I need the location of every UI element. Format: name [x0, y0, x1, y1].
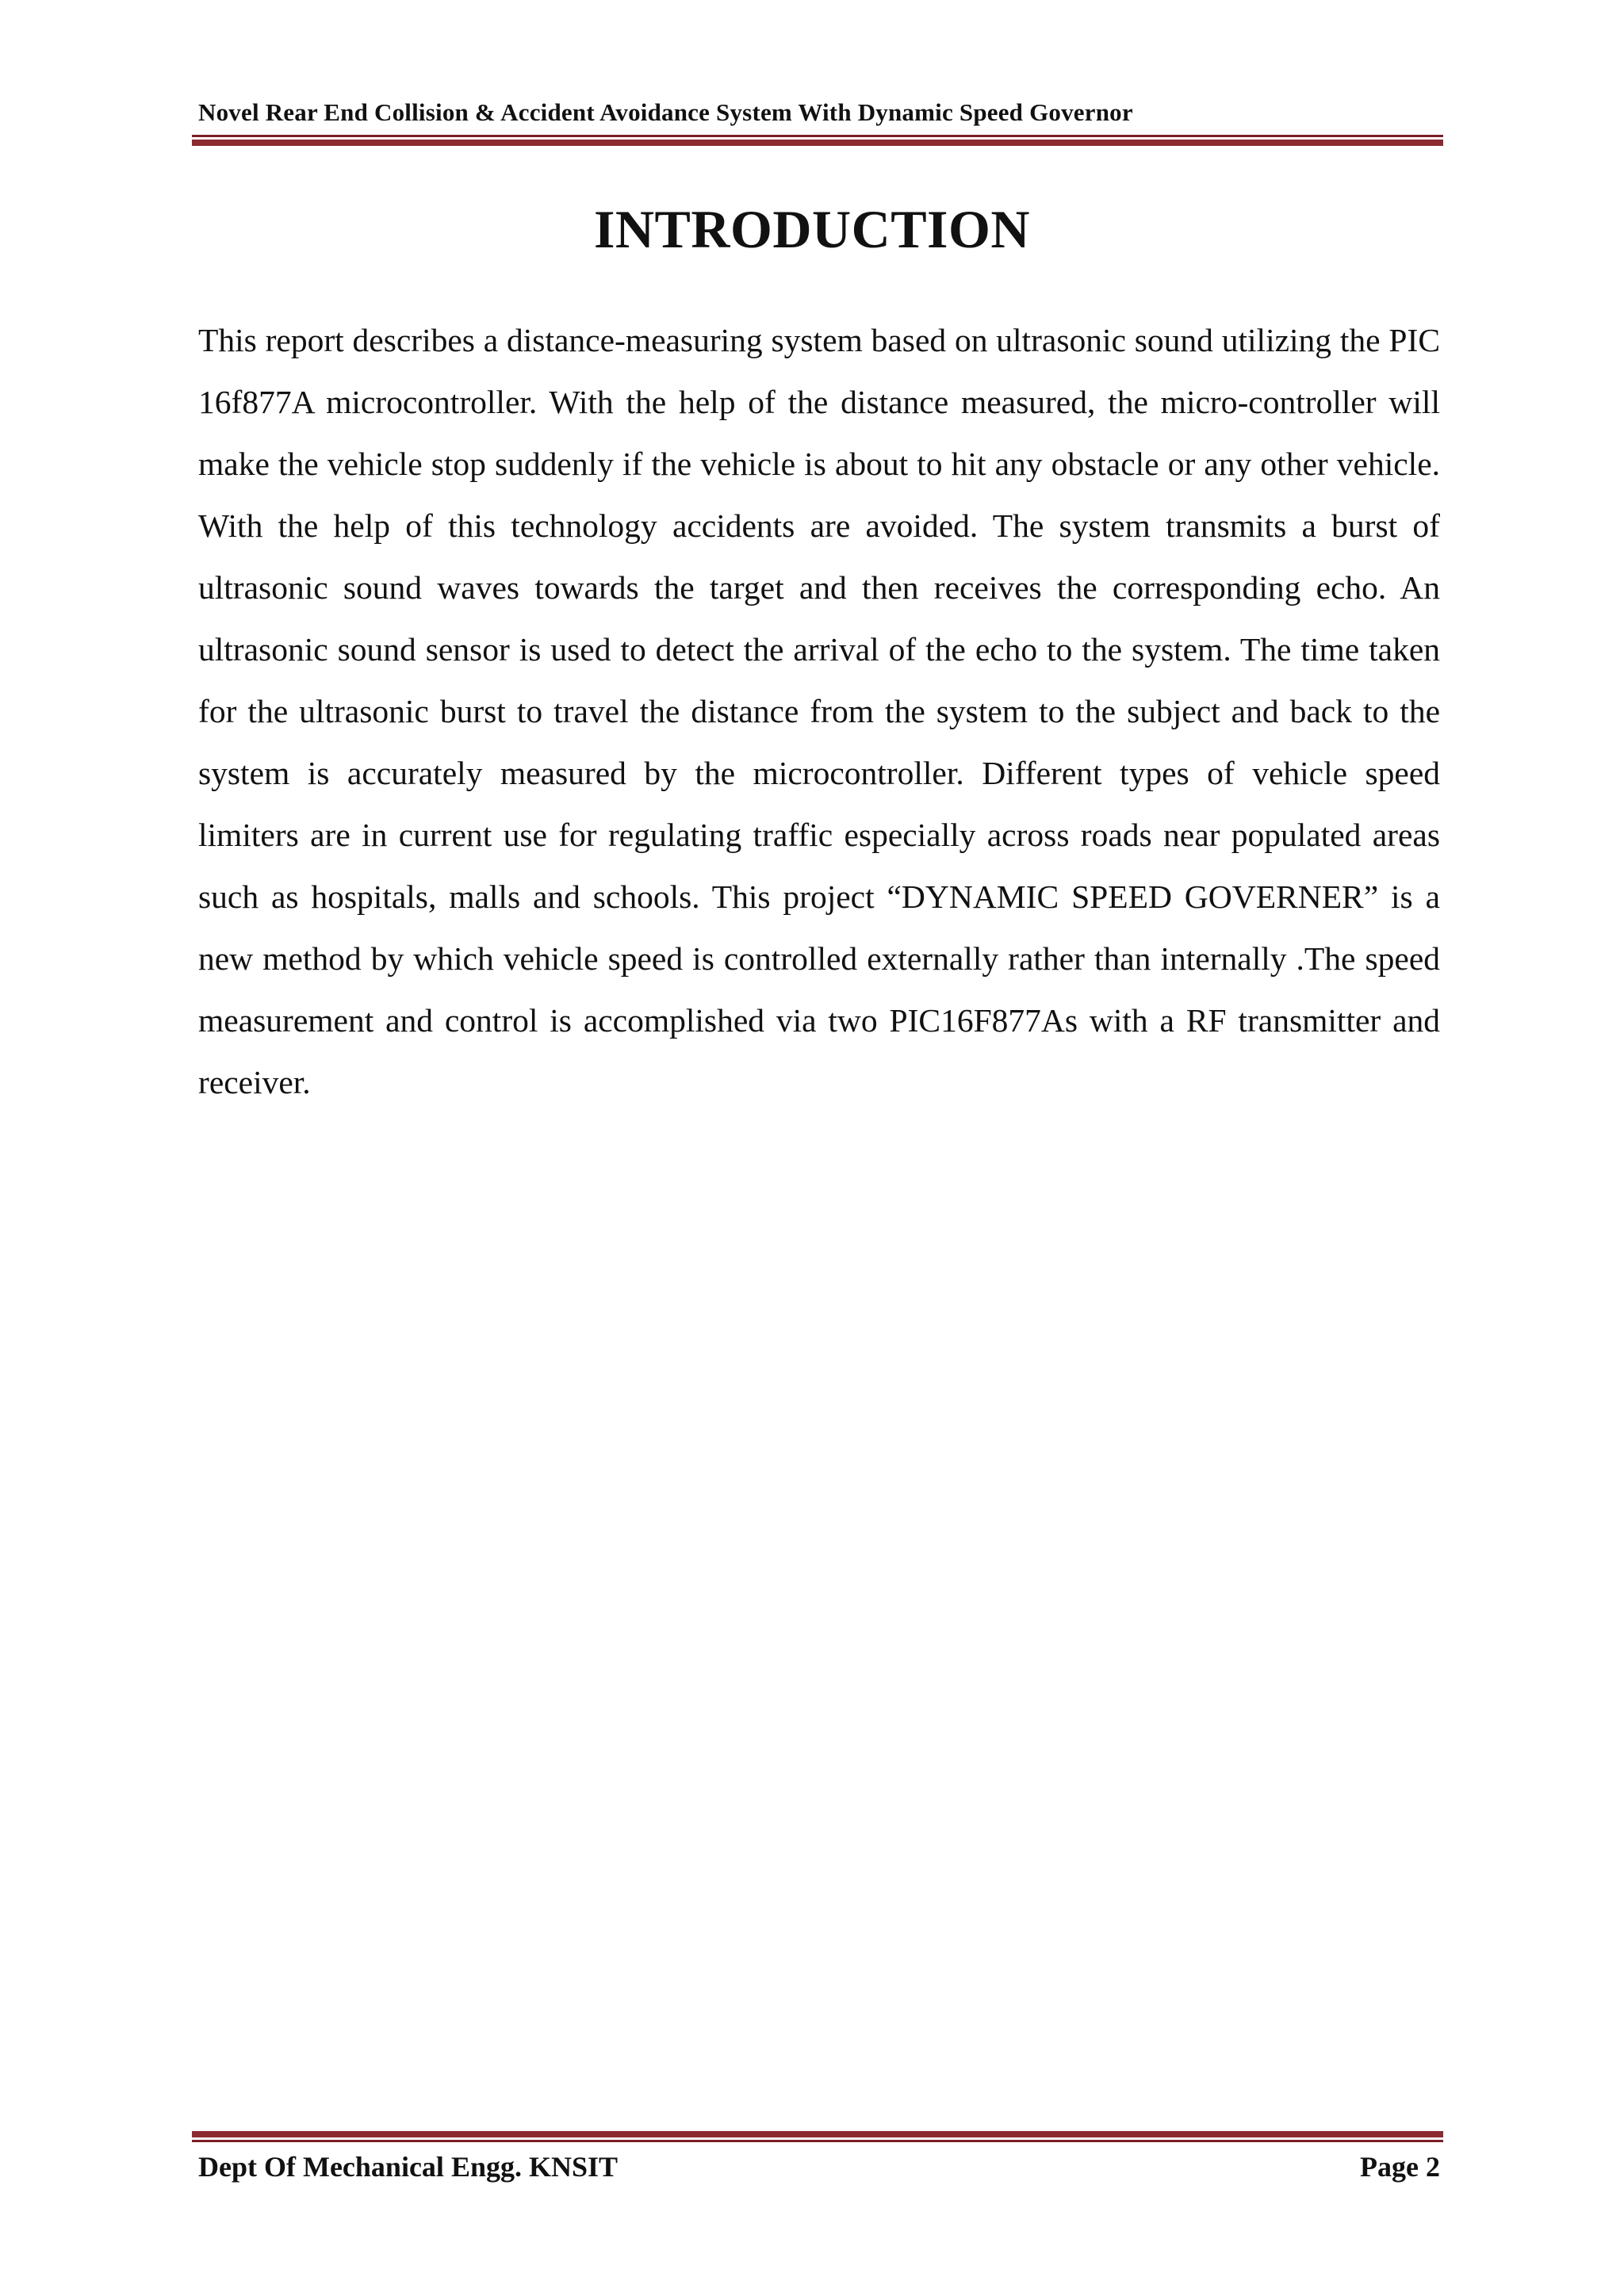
page-number: Page 2	[1360, 2151, 1440, 2183]
footer-rule	[192, 2131, 1443, 2142]
header-rule	[192, 135, 1443, 146]
running-header: Novel Rear End Collision & Accident Avoidance System With Dynamic Speed Governor	[198, 98, 1133, 126]
page-title: INTRODUCTION	[593, 199, 1031, 259]
introduction-paragraph: This report describes a distance-measuring system based on ultrasonic sound utilizing the PIC 16f877A microcontroller. With the help of the distance measured, the micro-controller will make the vehicle stop suddenly if the vehicle is about to hit any obstacle or any other vehicle. With the help of this technology accidents are avoided. The system transmits a burst of ultrasonic sound waves towards the target and then receives the corresponding echo. An ultrasonic sound sensor is used to detect the arrival of the echo to the system. The time taken for the ultrasonic burst to travel the distance from the system to the subject and back to the system is accurately measured by the microcontroller. Different types of vehicle speed limiters are in current use for regulating traffic especially across roads near populated areas such as hospitals, malls and schools. This project “DYNAMIC SPEED GOVERNER” is a new method by which vehicle speed is controlled externally rather than internally .The speed measurement and control is accomplished via two PIC16F877As with a RF transmitter and receiver.	[198, 322, 1440, 1100]
footer-department: Dept Of Mechanical Engg. KNSIT	[198, 2151, 619, 2183]
